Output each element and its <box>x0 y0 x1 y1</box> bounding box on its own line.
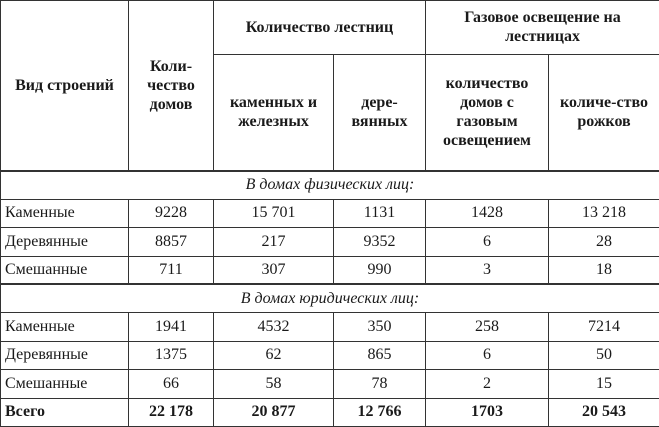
section-title: В домах юридических лиц: <box>1 284 659 312</box>
cell-value: 6 <box>426 341 549 369</box>
table-row <box>1 370 659 398</box>
cell-value: 78 <box>334 370 426 398</box>
header-houses: Коли-чество домов <box>129 1 214 171</box>
cell-value: 58 <box>214 370 334 398</box>
header-stairs-stone: каменных и железных <box>214 54 334 171</box>
total-value: 22 178 <box>129 398 214 426</box>
table-row <box>1 341 659 369</box>
table-row <box>1 313 659 341</box>
cell-value: 1131 <box>334 199 426 227</box>
total-value: 12 766 <box>334 398 426 426</box>
cell-value: 7214 <box>549 313 659 341</box>
cell-value: 62 <box>214 341 334 369</box>
total-row <box>1 398 659 426</box>
total-value: 20 877 <box>214 398 334 426</box>
cell-value: 15 701 <box>214 199 334 227</box>
cell-value: 6 <box>426 228 549 256</box>
cell-value: 990 <box>334 256 426 284</box>
table-row <box>1 256 659 284</box>
cell-value: 217 <box>214 228 334 256</box>
header-gas: Газовое освещение на лестницах <box>426 1 659 55</box>
cell-value: 9352 <box>334 228 426 256</box>
cell-value: 28 <box>549 228 659 256</box>
cell-value: 350 <box>334 313 426 341</box>
table-row <box>1 199 659 227</box>
cell-value: 13 218 <box>549 199 659 227</box>
cell-value: 8857 <box>129 228 214 256</box>
row-label: Каменные <box>1 313 129 341</box>
section-title: В домах физических лиц: <box>1 171 659 199</box>
cell-value: 1941 <box>129 313 214 341</box>
cell-value: 18 <box>549 256 659 284</box>
total-label: Всего <box>1 398 129 426</box>
cell-value: 66 <box>129 370 214 398</box>
cell-value: 4532 <box>214 313 334 341</box>
cell-value: 258 <box>426 313 549 341</box>
cell-value: 711 <box>129 256 214 284</box>
header-kind: Вид строений <box>1 1 129 171</box>
cell-value: 15 <box>549 370 659 398</box>
header-gas-houses: количество домов с газовым освещением <box>426 54 549 171</box>
header-stairs: Количество лестниц <box>214 1 426 55</box>
cell-value: 2 <box>426 370 549 398</box>
row-label: Смешанные <box>1 256 129 284</box>
cell-value: 9228 <box>129 199 214 227</box>
header-gas-burners: количе-ство рожков <box>549 54 659 171</box>
total-value: 20 543 <box>549 398 659 426</box>
cell-value: 1375 <box>129 341 214 369</box>
header-stairs-wood: дере-вянных <box>334 54 426 171</box>
cell-value: 865 <box>334 341 426 369</box>
table-row <box>1 228 659 256</box>
cell-value: 3 <box>426 256 549 284</box>
cell-value: 307 <box>214 256 334 284</box>
row-label: Деревянные <box>1 228 129 256</box>
row-label: Деревянные <box>1 341 129 369</box>
cell-value: 50 <box>549 341 659 369</box>
cell-value: 1428 <box>426 199 549 227</box>
total-value: 1703 <box>426 398 549 426</box>
row-label: Смешанные <box>1 370 129 398</box>
row-label: Каменные <box>1 199 129 227</box>
